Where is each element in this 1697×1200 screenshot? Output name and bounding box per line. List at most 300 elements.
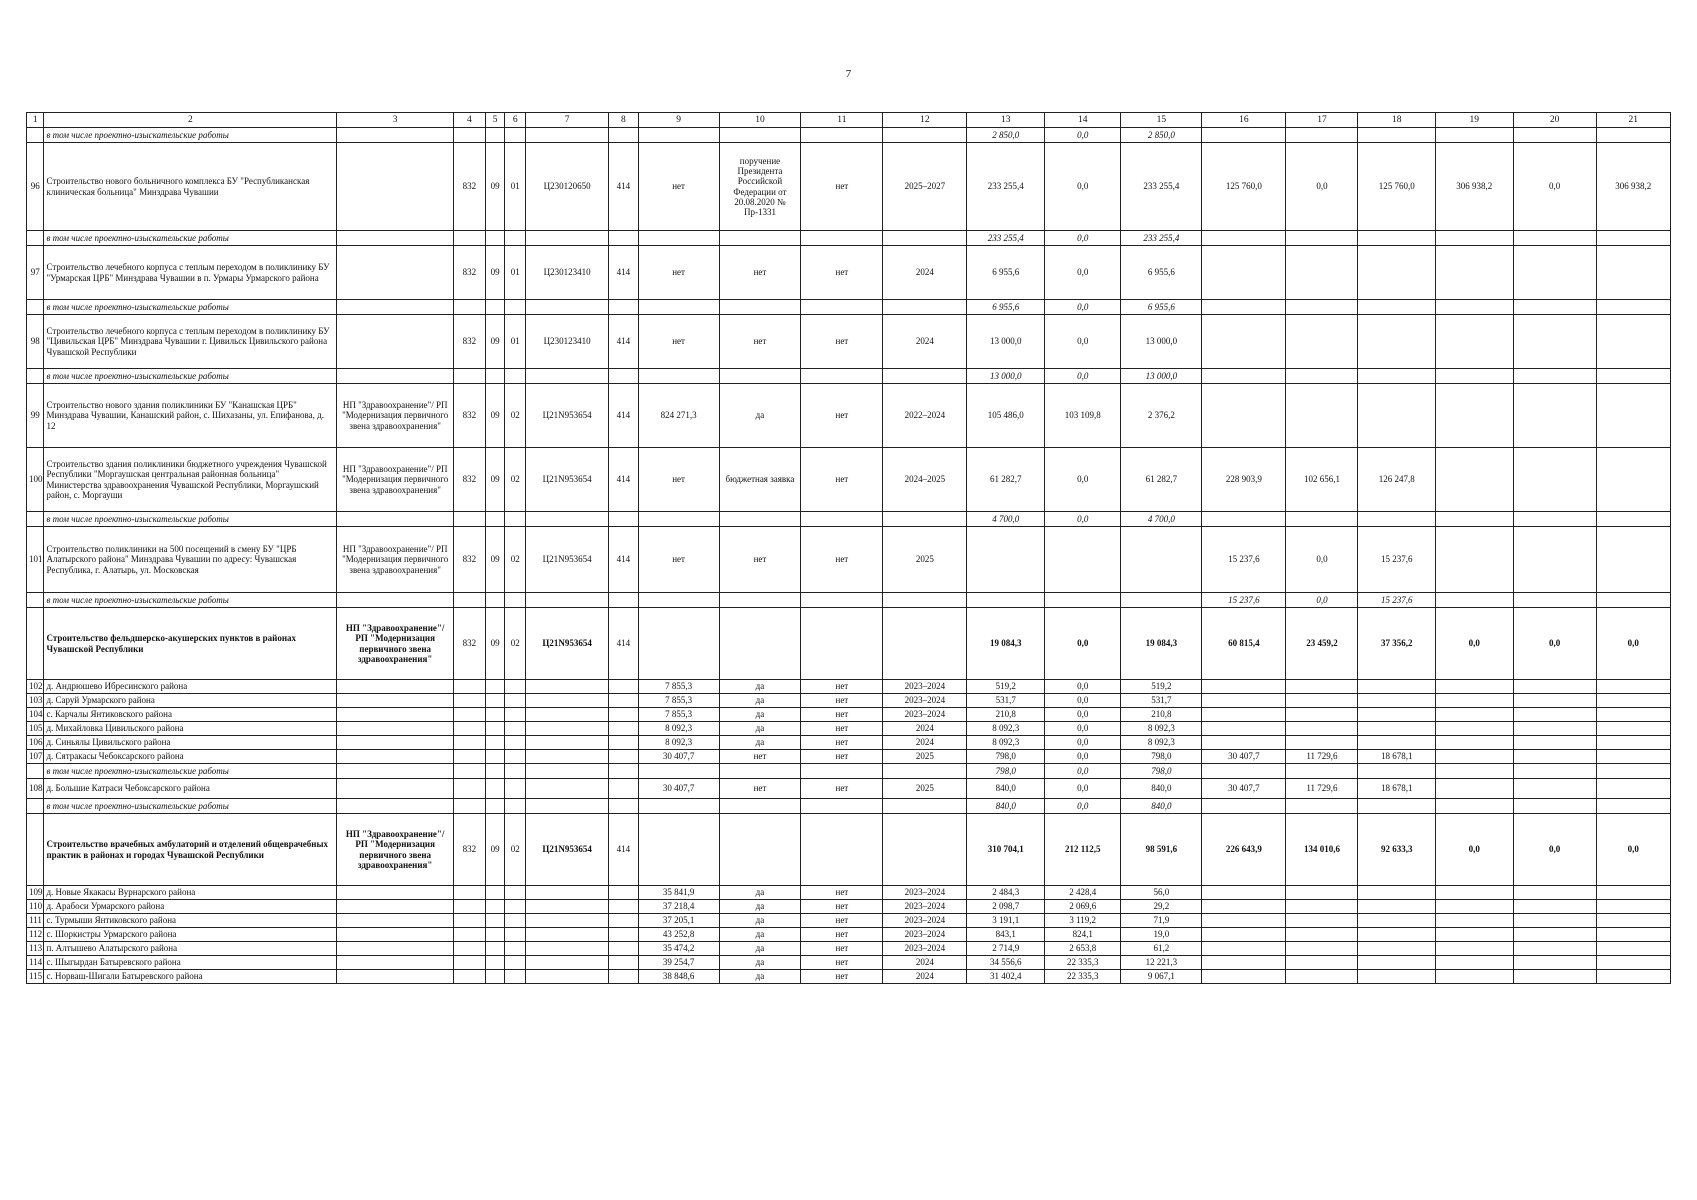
cell-col-2: в том числе проектно-изыскательские работы [44,593,337,608]
cell-col-21 [1596,900,1670,914]
cell-col-21 [1596,512,1670,527]
cell-col-13: 13 000,0 [967,315,1045,369]
cell-col-17 [1286,694,1358,708]
cell-col-19 [1436,799,1514,814]
cell-col-14: 0,0 [1045,608,1121,680]
cell-col-18: 18 678,1 [1358,750,1436,764]
cell-col-8: 414 [609,608,638,680]
cell-col-21 [1596,315,1670,369]
cell-col-20 [1513,231,1596,246]
cell-col-9: 30 407,7 [638,779,719,799]
cell-col-1: 114 [27,956,44,970]
cell-col-5 [485,128,505,143]
cell-col-9: 35 474,2 [638,942,719,956]
cell-col-20: 0,0 [1513,143,1596,231]
cell-col-3 [337,593,454,608]
cell-col-2: в том числе проектно-изыскательские работы [44,369,337,384]
cell-col-1: 111 [27,914,44,928]
cell-col-8: 414 [609,315,638,369]
cell-col-2: д. Андрюшево Ибресинского района [44,680,337,694]
cell-col-6 [505,736,526,750]
cell-col-17 [1286,914,1358,928]
cell-col-10 [719,814,801,886]
cell-col-2: с. Турмыши Янтиковского района [44,914,337,928]
cell-col-5 [485,512,505,527]
object-row [27,315,1671,369]
cell-col-8 [609,779,638,799]
cell-col-17 [1286,736,1358,750]
cell-col-2: п. Алтышево Алатырского района [44,942,337,956]
cell-col-20 [1513,369,1596,384]
cell-col-20 [1513,708,1596,722]
cell-col-16 [1202,300,1286,315]
cell-col-6 [505,942,526,956]
cell-col-6: 01 [505,143,526,231]
cell-col-19 [1436,680,1514,694]
cell-col-3: НП "Здравоохранение"/ РП "Модернизация первичного звена здравоохранения" [337,448,454,512]
cell-col-18 [1358,764,1436,779]
cell-col-5 [485,593,505,608]
cell-col-16: 60 815,4 [1202,608,1286,680]
cell-col-18 [1358,708,1436,722]
cell-col-2: Строительство здания поликлиники бюджетного учреждения Чувашской Республики "Моргаушская центральная районная больница" Министерства здравоохранения Чувашской Республики, Моргаушский район, с. Моргауши [44,448,337,512]
cell-col-19 [1436,593,1514,608]
cell-col-11: нет [801,384,883,448]
cell-col-4 [454,900,486,914]
cell-col-5: 09 [485,527,505,593]
cell-col-2: с. Норваш-Шигали Батыревского района [44,970,337,984]
cell-col-17 [1286,970,1358,984]
cell-col-10: да [719,886,801,900]
cell-col-10: нет [719,246,801,300]
cell-col-7 [526,231,609,246]
cell-col-7: Ц21N953654 [526,608,609,680]
cell-col-5 [485,750,505,764]
cell-col-14: 0,0 [1045,128,1121,143]
cell-col-7: Ц21N953654 [526,448,609,512]
cell-col-13: 19 084,3 [967,608,1045,680]
cell-col-18 [1358,512,1436,527]
cell-col-16 [1202,369,1286,384]
cell-col-3: НП "Здравоохранение"/ РП "Модернизация первичного звена здравоохранения" [337,814,454,886]
cell-col-12 [883,593,967,608]
cell-col-7: Ц230123410 [526,246,609,300]
cell-col-14: 0,0 [1045,300,1121,315]
cell-col-11 [801,814,883,886]
cell-col-1: 101 [27,527,44,593]
cell-col-19 [1436,722,1514,736]
cell-col-4 [454,779,486,799]
cell-col-18: 15 237,6 [1358,527,1436,593]
cell-col-1: 106 [27,736,44,750]
cell-col-1: 105 [27,722,44,736]
cell-col-4: 832 [454,384,486,448]
cell-col-18 [1358,970,1436,984]
cell-col-19 [1436,956,1514,970]
cell-col-15: 9 067,1 [1121,970,1202,984]
cell-col-17 [1286,764,1358,779]
cell-col-9 [638,608,719,680]
cell-col-5: 09 [485,315,505,369]
cell-col-15: 840,0 [1121,779,1202,799]
cell-col-9: 8 092,3 [638,736,719,750]
cell-col-2: Строительство нового больничного комплекса БУ "Республиканская клиническая больница" Минздрава Чувашии [44,143,337,231]
cell-col-16 [1202,708,1286,722]
cell-col-3 [337,764,454,779]
cell-col-13: 843,1 [967,928,1045,942]
cell-col-2: с. Шоркистры Урмарского района [44,928,337,942]
cell-col-7: Ц21N953654 [526,814,609,886]
cell-col-12 [883,764,967,779]
cell-col-20 [1513,799,1596,814]
column-number-19: 19 [1436,113,1514,128]
cell-col-2: в том числе проектно-изыскательские работы [44,231,337,246]
cell-col-15: 13 000,0 [1121,315,1202,369]
cell-col-10: да [719,722,801,736]
cell-col-19 [1436,886,1514,900]
column-number-1: 1 [27,113,44,128]
cell-col-8: 414 [609,448,638,512]
cell-col-14: 0,0 [1045,736,1121,750]
column-number-14: 14 [1045,113,1121,128]
object-row [27,143,1671,231]
cell-col-12 [883,814,967,886]
cell-col-11 [801,231,883,246]
cell-col-13: 2 850,0 [967,128,1045,143]
cell-col-9: нет [638,527,719,593]
cell-col-5 [485,694,505,708]
cell-col-13: 2 714,9 [967,942,1045,956]
object-row [27,680,1671,694]
cell-col-12: 2022–2024 [883,384,967,448]
cell-col-11 [801,300,883,315]
cell-col-10 [719,512,801,527]
column-number-8: 8 [609,113,638,128]
cell-col-3 [337,708,454,722]
cell-col-11 [801,799,883,814]
cell-col-14: 0,0 [1045,231,1121,246]
cell-col-4 [454,694,486,708]
cell-col-14: 824,1 [1045,928,1121,942]
cell-col-13: 798,0 [967,764,1045,779]
cell-col-11 [801,369,883,384]
cell-col-3 [337,694,454,708]
cell-col-1: 102 [27,680,44,694]
cell-col-15: 798,0 [1121,750,1202,764]
cell-col-8 [609,928,638,942]
object-row [27,914,1671,928]
cell-col-12: 2024 [883,956,967,970]
cell-col-7 [526,970,609,984]
cell-col-21 [1596,799,1670,814]
cell-col-8 [609,694,638,708]
cell-col-4 [454,369,486,384]
object-row [27,722,1671,736]
cell-col-15: 56,0 [1121,886,1202,900]
cell-col-12 [883,369,967,384]
cell-col-13: 840,0 [967,779,1045,799]
cell-col-16 [1202,900,1286,914]
cell-col-1: 115 [27,970,44,984]
cell-col-6: 02 [505,384,526,448]
cell-col-11 [801,608,883,680]
cell-col-11: нет [801,694,883,708]
cell-col-8: 414 [609,246,638,300]
cell-col-21 [1596,956,1670,970]
cell-col-20 [1513,527,1596,593]
cell-col-12: 2025–2027 [883,143,967,231]
cell-col-13: 31 402,4 [967,970,1045,984]
cell-col-20: 0,0 [1513,608,1596,680]
cell-col-10: да [719,928,801,942]
cell-col-3 [337,886,454,900]
cell-col-18 [1358,300,1436,315]
cell-col-5 [485,708,505,722]
cell-col-18 [1358,680,1436,694]
cell-col-5 [485,231,505,246]
cell-col-2: д. Саруй Урмарского района [44,694,337,708]
cell-col-1: 107 [27,750,44,764]
cell-col-14: 0,0 [1045,750,1121,764]
cell-col-5 [485,928,505,942]
cell-col-12: 2024 [883,736,967,750]
cell-col-10: нет [719,315,801,369]
cell-col-14: 0,0 [1045,764,1121,779]
cell-col-8 [609,593,638,608]
cell-col-5: 09 [485,246,505,300]
cell-col-12: 2025 [883,527,967,593]
cell-col-20 [1513,886,1596,900]
cell-col-6: 02 [505,527,526,593]
cell-col-21: 0,0 [1596,814,1670,886]
cell-col-15: 798,0 [1121,764,1202,779]
cell-col-15: 61 282,7 [1121,448,1202,512]
cell-col-11: нет [801,143,883,231]
cell-col-6 [505,128,526,143]
cell-col-19 [1436,779,1514,799]
cell-col-7 [526,914,609,928]
cell-col-3: НП "Здравоохранение"/ РП "Модернизация первичного звена здравоохранения" [337,608,454,680]
cell-col-6 [505,914,526,928]
cell-col-11: нет [801,928,883,942]
cell-col-10 [719,593,801,608]
table-body [27,128,1671,984]
cell-col-21 [1596,764,1670,779]
cell-col-1: 97 [27,246,44,300]
cell-col-17 [1286,246,1358,300]
cell-col-13: 6 955,6 [967,300,1045,315]
cell-col-10: да [719,914,801,928]
cell-col-16 [1202,764,1286,779]
cell-col-15: 531,7 [1121,694,1202,708]
cell-col-16 [1202,886,1286,900]
cell-col-13: 8 092,3 [967,736,1045,750]
cell-col-19 [1436,900,1514,914]
cell-col-20 [1513,750,1596,764]
cell-col-10 [719,231,801,246]
cell-col-4 [454,799,486,814]
cell-col-7: Ц230123410 [526,315,609,369]
cell-col-16 [1202,384,1286,448]
column-number-15: 15 [1121,113,1202,128]
cell-col-6: 01 [505,315,526,369]
cell-col-8 [609,750,638,764]
cell-col-11 [801,764,883,779]
cell-col-14: 0,0 [1045,315,1121,369]
cell-col-1 [27,814,44,886]
cell-col-18 [1358,369,1436,384]
column-number-6: 6 [505,113,526,128]
cell-col-19 [1436,914,1514,928]
cell-col-21 [1596,448,1670,512]
cell-col-7 [526,942,609,956]
column-number-20: 20 [1513,113,1596,128]
cell-col-6: 02 [505,814,526,886]
cell-col-13: 3 191,1 [967,914,1045,928]
cell-col-18 [1358,942,1436,956]
cell-col-4 [454,886,486,900]
cell-col-13 [967,527,1045,593]
cell-col-4 [454,928,486,942]
column-number-4: 4 [454,113,486,128]
cell-col-6 [505,231,526,246]
column-number-18: 18 [1358,113,1436,128]
cell-col-17: 11 729,6 [1286,779,1358,799]
cell-col-4 [454,128,486,143]
cell-col-7 [526,128,609,143]
cell-col-19 [1436,315,1514,369]
group-row [27,814,1671,886]
cell-col-14: 0,0 [1045,694,1121,708]
cell-col-21 [1596,750,1670,764]
cell-col-3: НП "Здравоохранение"/ РП "Модернизация первичного звена здравоохранения" [337,527,454,593]
cell-col-9: 7 855,3 [638,680,719,694]
cell-col-9 [638,764,719,779]
cell-col-1 [27,512,44,527]
cell-col-13: 6 955,6 [967,246,1045,300]
cell-col-6 [505,722,526,736]
cell-col-8 [609,722,638,736]
cell-col-14: 0,0 [1045,369,1121,384]
cell-col-2: Строительство нового здания поликлиники БУ "Канашская ЦРБ" Минздрава Чувашии, Канашский район, с. Шихазаны, ул. Епифанова, д. 12 [44,384,337,448]
cell-col-8 [609,764,638,779]
cell-col-14: 0,0 [1045,246,1121,300]
cell-col-9 [638,799,719,814]
cell-col-16: 226 643,9 [1202,814,1286,886]
cell-col-11: нет [801,779,883,799]
cell-col-5 [485,680,505,694]
cell-col-2: в том числе проектно-изыскательские работы [44,799,337,814]
cell-col-1 [27,231,44,246]
column-number-3: 3 [337,113,454,128]
cell-col-21 [1596,593,1670,608]
cell-col-19 [1436,970,1514,984]
cell-col-16 [1202,694,1286,708]
cell-col-15: 98 591,6 [1121,814,1202,886]
cell-col-20 [1513,448,1596,512]
cell-col-7 [526,886,609,900]
cell-col-12: 2025 [883,779,967,799]
cell-col-6 [505,300,526,315]
cell-col-13: 2 484,3 [967,886,1045,900]
cell-col-4 [454,722,486,736]
cell-col-4: 832 [454,246,486,300]
cell-col-14: 0,0 [1045,680,1121,694]
cell-col-17: 0,0 [1286,143,1358,231]
cell-col-18: 126 247,8 [1358,448,1436,512]
column-number-21: 21 [1596,113,1670,128]
cell-col-5 [485,722,505,736]
cell-col-19 [1436,384,1514,448]
cell-col-19 [1436,300,1514,315]
cell-col-3 [337,143,454,231]
cell-col-17 [1286,128,1358,143]
cell-col-3 [337,246,454,300]
cell-col-18 [1358,231,1436,246]
cell-col-17: 11 729,6 [1286,750,1358,764]
cell-col-20 [1513,970,1596,984]
cell-col-1 [27,369,44,384]
cell-col-18 [1358,736,1436,750]
cell-col-16 [1202,928,1286,942]
cell-col-20 [1513,593,1596,608]
cell-col-17 [1286,231,1358,246]
cell-col-19 [1436,512,1514,527]
cell-col-14: 0,0 [1045,708,1121,722]
cell-col-11 [801,128,883,143]
cell-col-11: нет [801,942,883,956]
cell-col-16 [1202,128,1286,143]
cell-col-21 [1596,928,1670,942]
cell-col-9: 7 855,3 [638,694,719,708]
cell-col-4 [454,300,486,315]
cell-col-18 [1358,246,1436,300]
cell-col-20 [1513,128,1596,143]
cell-col-16: 30 407,7 [1202,750,1286,764]
object-row [27,384,1671,448]
cell-col-21 [1596,300,1670,315]
cell-col-6 [505,512,526,527]
object-row [27,886,1671,900]
cell-col-15: 233 255,4 [1121,231,1202,246]
cell-col-5: 09 [485,608,505,680]
cell-col-11 [801,512,883,527]
cell-col-16 [1202,512,1286,527]
cell-col-9: 30 407,7 [638,750,719,764]
cell-col-10: да [719,970,801,984]
cell-col-5: 09 [485,448,505,512]
cell-col-12 [883,799,967,814]
cell-col-19: 0,0 [1436,608,1514,680]
cell-col-13: 310 704,1 [967,814,1045,886]
cell-col-21 [1596,970,1670,984]
cell-col-15: 6 955,6 [1121,246,1202,300]
cell-col-11 [801,593,883,608]
cell-col-16: 228 903,9 [1202,448,1286,512]
cell-col-9 [638,593,719,608]
cell-col-7 [526,708,609,722]
cell-col-15 [1121,527,1202,593]
cell-col-7: Ц21N953654 [526,527,609,593]
cell-col-14: 2 428,4 [1045,886,1121,900]
cell-col-2: д. Синьялы Цивильского района [44,736,337,750]
design-works-row [27,764,1671,779]
cell-col-18 [1358,886,1436,900]
cell-col-1: 98 [27,315,44,369]
cell-col-5 [485,970,505,984]
cell-col-1: 96 [27,143,44,231]
cell-col-2: в том числе проектно-изыскательские работы [44,512,337,527]
